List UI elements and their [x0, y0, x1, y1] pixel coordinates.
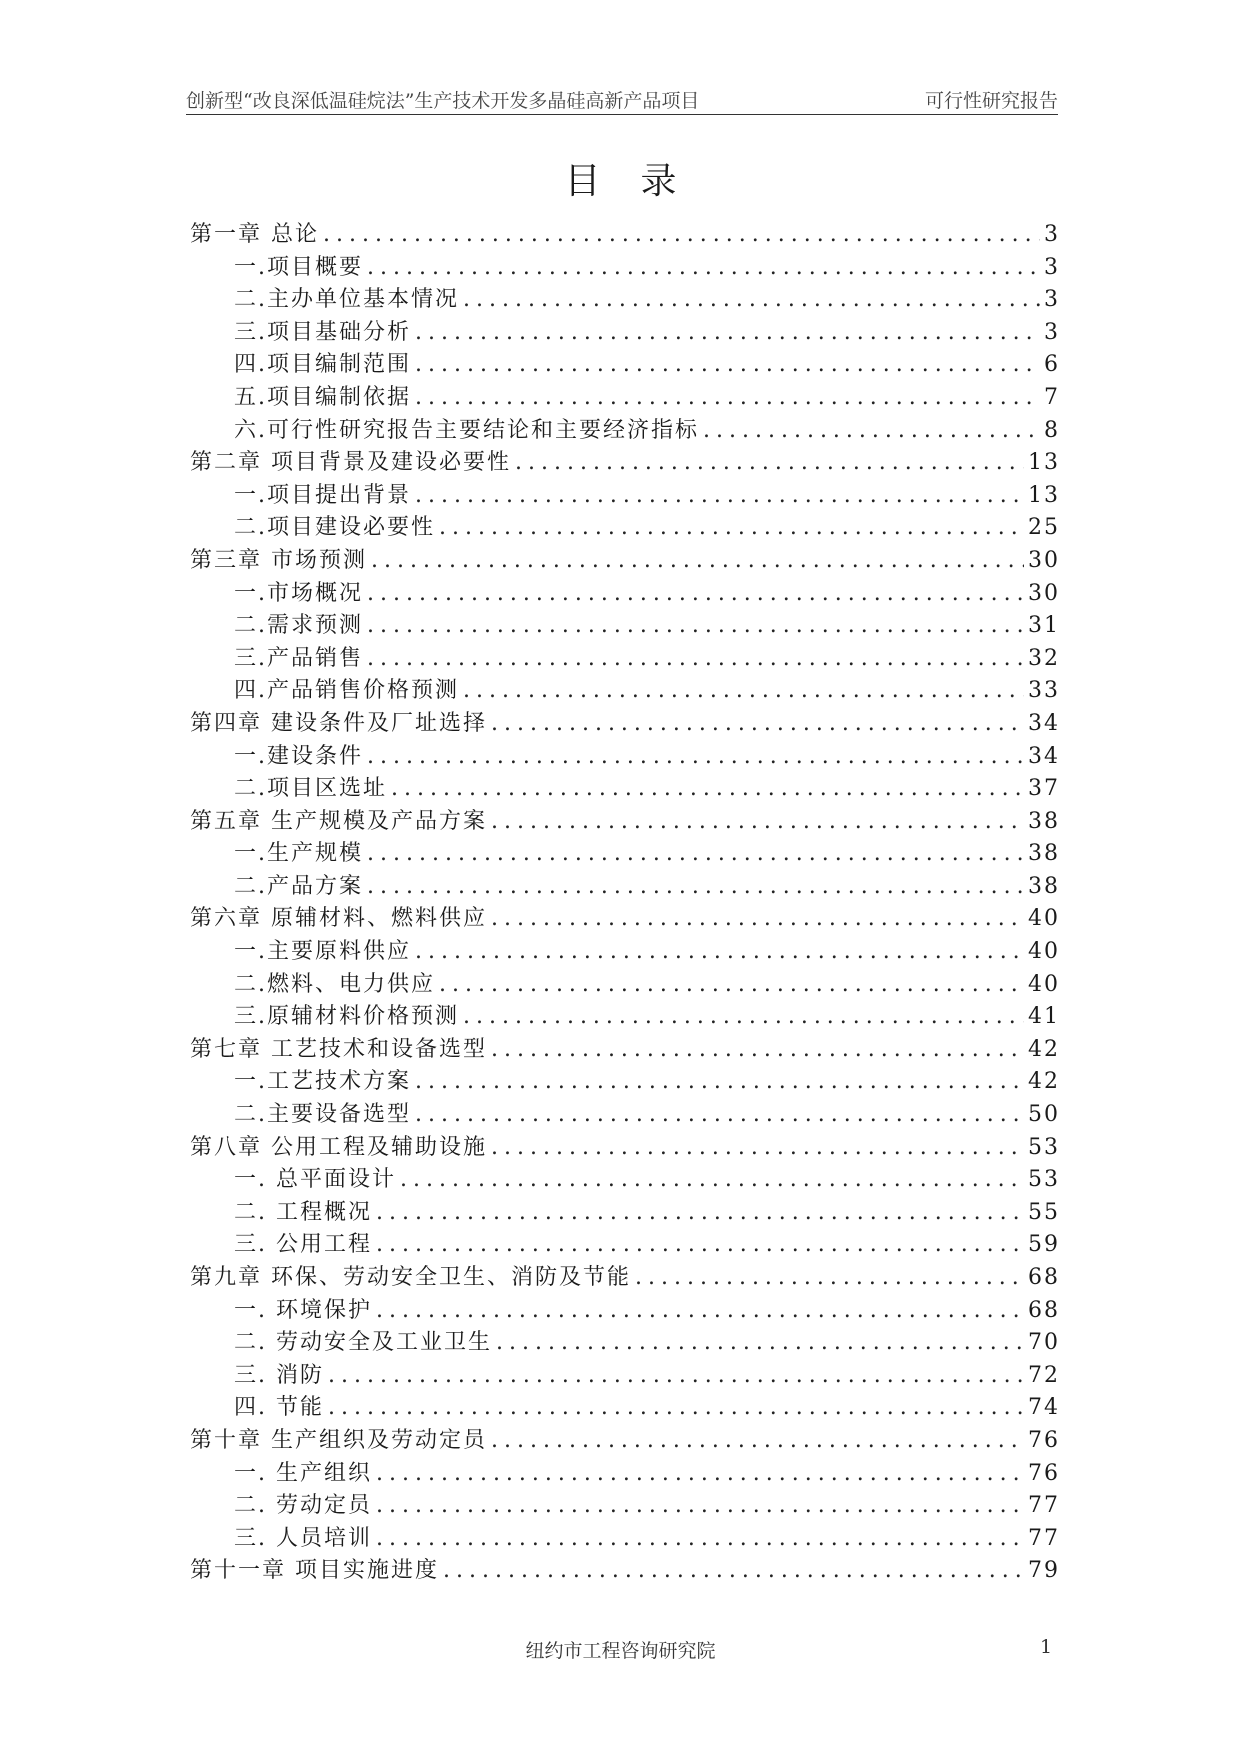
toc-section-entry[interactable] [190, 641, 1060, 674]
toc-section-entry[interactable] [190, 250, 1060, 283]
toc-entry-title: 二. 工程概况 [234, 1199, 372, 1225]
page-header [186, 84, 1058, 115]
toc-entry-title: 第三章 市场预测 [190, 547, 367, 573]
toc-entry-title: 一. 总平面设计 [234, 1167, 396, 1193]
toc-dot-leader [371, 548, 1024, 573]
toc-entry-page: 38 [1028, 873, 1060, 899]
toc-dot-leader [376, 1526, 1024, 1551]
toc-section-entry[interactable] [190, 1456, 1060, 1489]
toc-section-entry[interactable] [190, 380, 1060, 413]
toc-entry-page: 50 [1028, 1102, 1060, 1128]
toc-entry-page: 53 [1028, 1134, 1060, 1160]
toc-entry-page: 77 [1028, 1525, 1060, 1551]
toc-dot-leader [491, 906, 1024, 931]
toc-entry-page: 33 [1028, 678, 1060, 704]
toc-entry-title: 一.生产规模 [234, 841, 363, 867]
toc-entry-title: 六.可行性研究报告主要结论和主要经济指标 [234, 417, 699, 443]
toc-entry-page: 38 [1028, 841, 1060, 867]
toc-entry-title: 二.主要设备选型 [234, 1102, 411, 1128]
toc-dot-leader [515, 450, 1024, 475]
toc-dot-leader [415, 939, 1024, 964]
toc-entry-title: 三. 消防 [234, 1362, 324, 1388]
toc-section-entry[interactable] [190, 347, 1060, 380]
toc-dot-leader [491, 711, 1024, 736]
toc-dot-leader [415, 352, 1040, 377]
toc-entry-title: 一.建设条件 [234, 743, 363, 769]
toc-dot-leader [328, 1363, 1024, 1388]
toc-entry-page: 13 [1028, 450, 1060, 476]
toc-entry-page: 77 [1028, 1493, 1060, 1519]
toc-entry-title: 二.主办单位基本情况 [234, 287, 459, 313]
toc-dot-leader [376, 1200, 1024, 1225]
toc-entry-page: 76 [1028, 1460, 1060, 1486]
toc-chapter-entry[interactable] [190, 1130, 1060, 1163]
toc-entry-title: 四.产品销售价格预测 [234, 678, 459, 704]
toc-dot-leader [491, 1037, 1024, 1062]
toc-chapter-entry[interactable] [190, 1553, 1060, 1586]
toc-entry-title: 第八章 公用工程及辅助设施 [190, 1134, 487, 1160]
toc-dot-leader [415, 1069, 1024, 1094]
toc-entry-page: 30 [1028, 547, 1060, 573]
toc-section-entry[interactable] [190, 967, 1060, 1000]
toc-entry-page: 74 [1028, 1395, 1060, 1421]
toc-section-entry[interactable] [190, 315, 1060, 348]
footer-page-number: 1 [1040, 1636, 1053, 1658]
toc-dot-leader [415, 385, 1040, 410]
toc-dot-leader [376, 1298, 1024, 1323]
toc-entry-title: 一.市场概况 [234, 580, 363, 606]
toc-section-entry[interactable] [190, 1162, 1060, 1195]
toc-entry-title: 第四章 建设条件及厂址选择 [190, 710, 487, 736]
toc-entry-title: 三.产品销售 [234, 645, 363, 671]
toc-chapter-entry[interactable] [190, 1260, 1060, 1293]
toc-dot-leader [367, 841, 1024, 866]
toc-dot-leader [635, 1265, 1024, 1290]
toc-dot-leader [376, 1232, 1024, 1257]
toc-entry-title: 三. 人员培训 [234, 1525, 372, 1551]
toc-entry-page: 34 [1028, 743, 1060, 769]
toc-entry-page: 72 [1028, 1362, 1060, 1388]
toc-entry-page: 3 [1044, 287, 1060, 313]
toc-entry-title: 二. 劳动安全及工业卫生 [234, 1330, 492, 1356]
toc-chapter-entry[interactable] [190, 1423, 1060, 1456]
toc-entry-page: 79 [1028, 1558, 1060, 1584]
toc-entry-title: 一.主要原料供应 [234, 939, 411, 965]
toc-dot-leader [443, 1558, 1024, 1583]
toc-dot-leader [376, 1461, 1024, 1486]
toc-entry-page: 59 [1028, 1232, 1060, 1258]
toc-dot-leader [496, 1330, 1024, 1355]
toc-dot-leader [367, 874, 1024, 899]
toc-entry-page: 70 [1028, 1330, 1060, 1356]
toc-entry-page: 40 [1028, 939, 1060, 965]
toc-entry-page: 68 [1028, 1297, 1060, 1323]
toc-dot-leader [439, 515, 1024, 540]
toc-entry-page: 3 [1044, 319, 1060, 345]
toc-section-entry[interactable] [190, 1358, 1060, 1391]
toc-dot-leader [400, 1167, 1024, 1192]
toc-section-entry[interactable] [190, 1293, 1060, 1326]
toc-entry-title: 二. 劳动定员 [234, 1493, 372, 1519]
toc-dot-leader [328, 1395, 1024, 1420]
toc-entry-page: 37 [1028, 776, 1060, 802]
toc-entry-page: 38 [1028, 808, 1060, 834]
toc-chapter-entry[interactable] [190, 445, 1060, 478]
toc-dot-leader [415, 1102, 1024, 1127]
toc-entry-title: 二.产品方案 [234, 873, 363, 899]
toc-dot-leader [463, 678, 1024, 703]
footer-organization: 纽约市工程咨询研究院 [525, 1640, 716, 1662]
toc-dot-leader [415, 320, 1040, 345]
toc-section-entry[interactable] [190, 1521, 1060, 1554]
toc-entry-page: 76 [1028, 1427, 1060, 1453]
toc-dot-leader [703, 418, 1040, 443]
toc-section-entry[interactable] [190, 1227, 1060, 1260]
toc-chapter-entry[interactable] [190, 1032, 1060, 1065]
toc-entry-title: 三. 公用工程 [234, 1232, 372, 1258]
toc-entry-title: 第六章 原辅材料、燃料供应 [190, 906, 487, 932]
toc-dot-leader [463, 287, 1040, 312]
toc-section-entry[interactable] [190, 1488, 1060, 1521]
toc-entry-title: 二.需求预测 [234, 613, 363, 639]
toc-entry-title: 二.项目建设必要性 [234, 515, 435, 541]
toc-dot-leader [367, 613, 1024, 638]
toc-entry-title: 第五章 生产规模及产品方案 [190, 808, 487, 834]
header-project-title: 创新型“改良深低温硅烷法”生产技术开发多晶硅高新产品项目 [186, 90, 700, 112]
toc-entry-title: 第十章 生产组织及劳动定员 [190, 1427, 487, 1453]
toc-entry-title: 第九章 环保、劳动安全卫生、消防及节能 [190, 1265, 631, 1290]
toc-section-entry[interactable] [190, 934, 1060, 967]
toc-section-entry[interactable] [190, 608, 1060, 641]
toc-dot-leader [491, 809, 1024, 834]
toc-section-entry[interactable] [190, 576, 1060, 609]
toc-entry-title: 四.项目编制范围 [234, 352, 411, 378]
toc-entry-title: 一. 环境保护 [234, 1297, 372, 1323]
toc-dot-leader [367, 646, 1024, 671]
toc-section-entry[interactable] [190, 836, 1060, 869]
toc-entry-title: 二.燃料、电力供应 [234, 971, 435, 997]
toc-entry-page: 42 [1028, 1036, 1060, 1062]
toc-section-entry[interactable] [190, 413, 1060, 446]
toc-entry-title: 一. 生产组织 [234, 1460, 372, 1486]
table-of-contents [190, 217, 1060, 1586]
toc-section-entry[interactable] [190, 673, 1060, 706]
toc-entry-title: 二.项目区选址 [234, 776, 387, 802]
toc-dot-leader [323, 222, 1040, 247]
toc-entry-title: 四. 节能 [234, 1395, 324, 1421]
toc-chapter-entry[interactable] [190, 901, 1060, 934]
toc-entry-page: 7 [1044, 384, 1060, 410]
toc-entry-title: 第二章 项目背景及建设必要性 [190, 450, 511, 476]
toc-dot-leader [491, 1428, 1024, 1453]
toc-entry-page: 42 [1028, 1069, 1060, 1095]
toc-entry-page: 6 [1044, 352, 1060, 378]
toc-entry-title: 一.项目提出背景 [234, 482, 411, 508]
toc-chapter-entry[interactable] [190, 543, 1060, 576]
toc-dot-leader [439, 972, 1024, 997]
toc-entry-title: 一.项目概要 [234, 254, 363, 280]
toc-entry-title: 第一章 总论 [190, 222, 319, 247]
toc-title: 目录 [564, 161, 717, 202]
toc-entry-page: 32 [1028, 645, 1060, 671]
toc-section-entry[interactable] [190, 1064, 1060, 1097]
toc-dot-leader [367, 581, 1024, 606]
toc-entry-title: 五.项目编制依据 [234, 384, 411, 410]
toc-dot-leader [376, 1493, 1024, 1518]
toc-section-entry[interactable] [190, 510, 1060, 543]
toc-section-entry[interactable] [190, 282, 1060, 315]
toc-section-entry[interactable] [190, 1325, 1060, 1358]
toc-entry-page: 34 [1028, 710, 1060, 736]
toc-dot-leader [415, 483, 1024, 508]
toc-entry-page: 3 [1044, 254, 1060, 280]
toc-entry-page: 8 [1044, 417, 1060, 443]
toc-dot-leader [463, 1004, 1024, 1029]
toc-dot-leader [391, 776, 1024, 801]
toc-entry-page: 40 [1028, 906, 1060, 932]
toc-dot-leader [491, 1135, 1024, 1160]
toc-entry-page: 40 [1028, 971, 1060, 997]
toc-section-entry[interactable] [190, 478, 1060, 511]
toc-section-entry[interactable] [190, 1195, 1060, 1228]
toc-entry-title: 第七章 工艺技术和设备选型 [190, 1036, 487, 1062]
toc-entry-page: 3 [1044, 222, 1060, 247]
header-report-type: 可行性研究报告 [924, 90, 1058, 112]
toc-entry-page: 30 [1028, 580, 1060, 606]
toc-entry-page: 41 [1028, 1004, 1060, 1030]
toc-section-entry[interactable] [190, 1097, 1060, 1130]
toc-section-entry[interactable] [190, 739, 1060, 772]
toc-entry-page: 13 [1028, 482, 1060, 508]
toc-dot-leader [367, 744, 1024, 769]
toc-entry-title: 三.原辅材料价格预测 [234, 1004, 459, 1030]
toc-section-entry[interactable] [190, 1390, 1060, 1423]
toc-entry-page: 68 [1028, 1265, 1060, 1290]
toc-entry-page: 53 [1028, 1167, 1060, 1193]
toc-entry-title: 一.工艺技术方案 [234, 1069, 411, 1095]
toc-entry-page: 31 [1028, 613, 1060, 639]
toc-chapter-entry[interactable] [190, 706, 1060, 739]
toc-section-entry[interactable] [190, 999, 1060, 1032]
toc-entry-title: 三.项目基础分析 [234, 319, 411, 345]
toc-entry-page: 55 [1028, 1199, 1060, 1225]
toc-entry-title: 第十一章 项目实施进度 [190, 1558, 439, 1584]
toc-chapter-entry[interactable] [190, 804, 1060, 837]
toc-entry-page: 25 [1028, 515, 1060, 541]
toc-section-entry[interactable] [190, 771, 1060, 804]
toc-section-entry[interactable] [190, 869, 1060, 902]
toc-chapter-entry[interactable] [190, 217, 1060, 250]
toc-dot-leader [367, 255, 1040, 280]
